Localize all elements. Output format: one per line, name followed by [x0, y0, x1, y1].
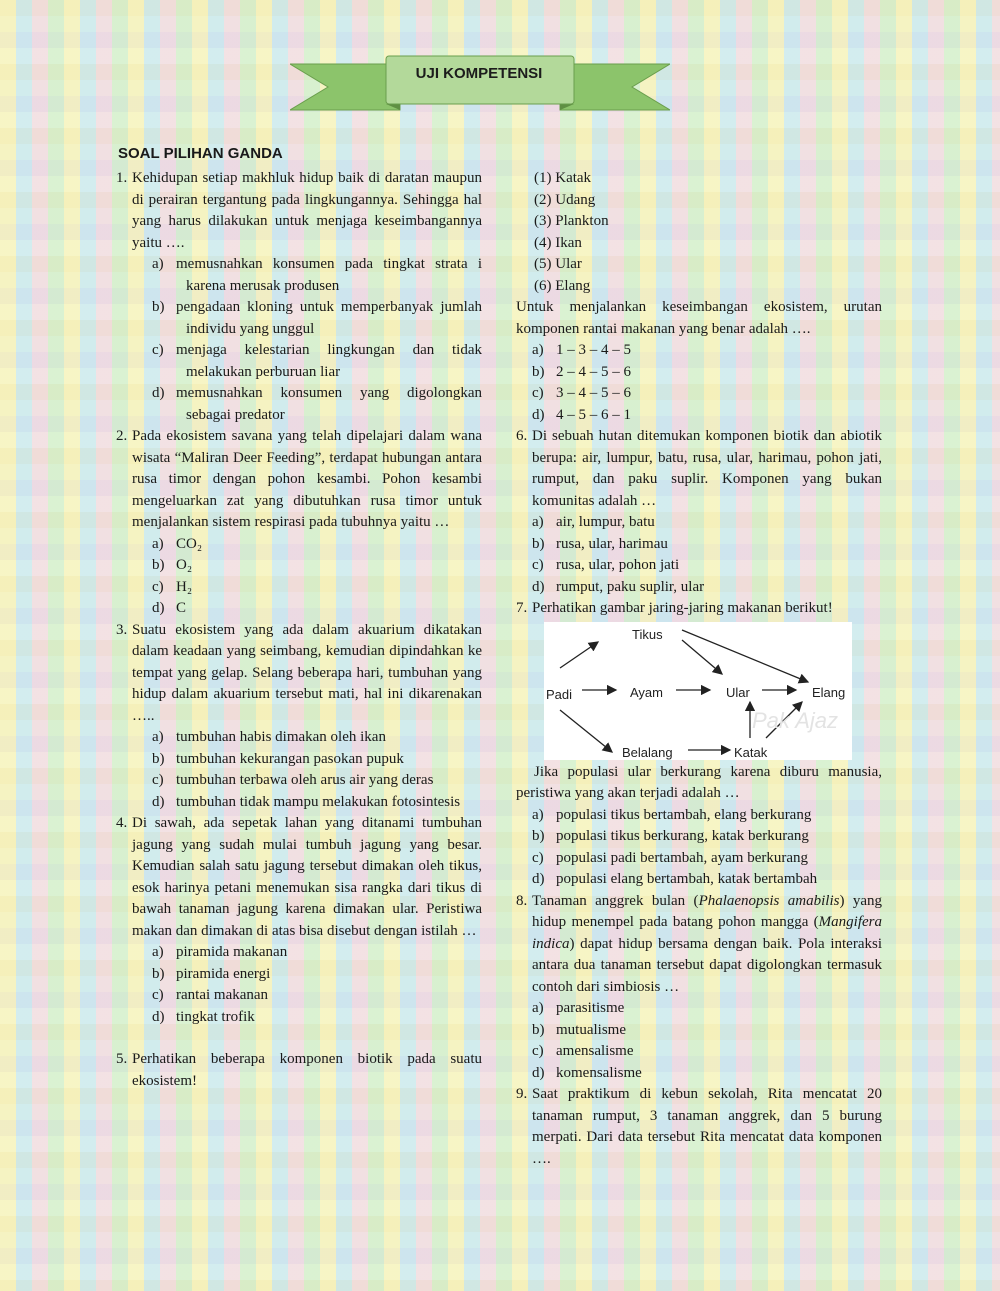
option-d[interactable]: d) populasi elang bertambah, katak bertambah: [532, 871, 818, 887]
option-d[interactable]: d) memusnahkan konsumen yang digolongkan sebagai predator: [152, 385, 482, 423]
arrow-padi-belalang: [560, 710, 612, 752]
options: [116, 727, 482, 813]
watermark: Pak Ajaz: [751, 707, 838, 733]
question-body: Kehidupan setiap makhluk hidup baik di daratan maupun di perairan tergantung pada lingkungannya. Sehingga hal yang harus dilakukan untuk menjaga keseimbangannya yaitu ….: [132, 170, 482, 251]
option-c[interactable]: c) H₂: [152, 578, 193, 595]
options: [116, 534, 482, 620]
option-a[interactable]: a) 1 – 3 – 4 – 5: [532, 342, 631, 358]
options: [116, 942, 482, 1028]
question-number: 2.: [116, 428, 128, 444]
question-text: [516, 426, 882, 512]
question-body: Perhatikan gambar jaring-jaring makanan berikut!: [532, 600, 833, 616]
option-c[interactable]: c) 3 – 4 – 5 – 6: [532, 385, 631, 401]
question-body: Di sawah, ada sepetak lahan yang ditanami tumbuhan jagung yang sudah mulai tumbuh jagung yang besar. Kemudian salah satu jagung tersebut dimakan oleh tikus, esok harinya petani menemukan sisa rangka dari tikus di bawah tanaman jagung karena dimakan ular. Peristiwa makan dan dimakan di atas bisa disebut dengan istilah …: [132, 815, 482, 939]
component-item: (2) Udang: [534, 191, 596, 208]
node-katak: Katak: [734, 744, 768, 760]
question-6: [516, 426, 882, 598]
option-d[interactable]: d) C: [152, 600, 187, 616]
question-5-followup: Untuk menjalankan keseimbangan ekosistem, urutan komponen rantai makanan yang benar adalah ….: [516, 299, 882, 337]
question-body: Saat praktikum di kebun sekolah, Rita mencatat 20 tanaman rumput, 3 tanaman anggrek, dan 5 burung merpati. Dari data tersebut Rita mencatat data komponen ….: [532, 1086, 882, 1167]
question-3: [116, 620, 482, 814]
question-body: Perhatikan beberapa komponen biotik pada suatu ekosistem!: [132, 1051, 482, 1089]
option-b[interactable]: b) mutualisme: [532, 1021, 626, 1038]
option-d[interactable]: d) rumput, paku suplir, ular: [532, 578, 705, 595]
species-name: Phalaenopsis amabilis: [698, 892, 840, 909]
option-a[interactable]: a) memusnahkan konsumen pada tingkat strata i karena merusak produsen: [152, 256, 482, 294]
question-number: 8.: [516, 892, 528, 909]
option-b[interactable]: b) populasi tikus berkurang, katak berkurang: [532, 828, 809, 844]
question-1: [116, 168, 482, 426]
question-body: Pada ekosistem savana yang telah dipelajari dalam wana wisata “Maliran Deer Feeding”, terdapat hubungan antara rusa timor dengan pohon kesambi. Pohon kesambi mengeluarkan zat yang dibutuhkan rusa timor untuk menjalankan sistem respirasi pada tubuhnya yaitu …: [132, 428, 482, 530]
option-b[interactable]: b) O₂: [152, 557, 193, 573]
option-c[interactable]: c) menjaga kelestarian lingkungan dan tidak melakukan perburuan liar: [152, 342, 482, 380]
option-a[interactable]: a) populasi tikus bertambah, elang berkurang: [532, 806, 812, 823]
node-tikus: Tikus: [632, 626, 663, 642]
question-number: 4.: [116, 815, 128, 831]
option-b[interactable]: b) rusa, ular, harimau: [532, 535, 668, 552]
question-8: [516, 891, 882, 1085]
question-number: 1.: [116, 170, 128, 186]
question-text: [116, 168, 482, 254]
left-column: [116, 168, 482, 1092]
node-elang: Elang: [812, 684, 846, 700]
option-b[interactable]: b) piramida energi: [152, 965, 271, 982]
option-c[interactable]: c) rusa, ular, pohon jati: [532, 557, 680, 573]
node-padi: Padi: [546, 686, 573, 702]
component-item: (1) Katak: [534, 170, 592, 186]
option-a[interactable]: a) air, lumpur, batu: [532, 514, 655, 530]
question-text: [116, 426, 482, 534]
component-item: (3) Plankton: [534, 213, 609, 229]
component-item: (5) Ular: [534, 256, 582, 272]
food-web-diagram: [544, 622, 852, 760]
food-web-arrows: [544, 622, 852, 760]
question-text: [116, 620, 482, 728]
right-column: [516, 168, 882, 1170]
question-number: 7.: [516, 600, 528, 616]
option-b[interactable]: b) pengadaan kloning untuk memperbanyak jumlah individu yang unggul: [152, 299, 482, 337]
options: [116, 254, 482, 426]
option-b[interactable]: b) tumbuhan kekurangan pasokan pupuk: [152, 750, 404, 767]
option-c[interactable]: c) tumbuhan terbawa oleh arus air yang deras: [152, 772, 434, 788]
section-title: SOAL PILIHAN GANDA: [118, 145, 283, 162]
component-list: [516, 168, 882, 297]
option-a[interactable]: a) piramida makanan: [152, 944, 288, 960]
options: [496, 340, 882, 426]
option-a[interactable]: a) CO₂: [152, 535, 203, 552]
option-d[interactable]: d) komensalisme: [532, 1064, 642, 1081]
option-d[interactable]: d) 4 – 5 – 6 – 1: [532, 406, 631, 423]
question-text: 8. Tanaman anggrek bulan (Phalaenopsis amabilis) yang hidup menempel pada batang pohon mangga (Mangifera indica) dapat hidup bersama dengan baik. Pola interaksi antara dua tanaman tersebut dapat digolongkan termasuk contoh dari simbiosis …: [516, 892, 882, 995]
arrow-tikus-ular: [682, 640, 722, 674]
option-c[interactable]: c) rantai makanan: [152, 987, 269, 1003]
question-9: [516, 1084, 882, 1170]
question-text: [116, 1049, 482, 1092]
species-name: Mangifera indica: [532, 914, 882, 952]
banner-title: UJI KOMPETENSI: [415, 65, 543, 82]
node-belalang: Belalang: [622, 744, 673, 760]
option-d[interactable]: d) tumbuhan tidak mampu melakukan fotosintesis: [152, 793, 461, 810]
option-c[interactable]: c) amensalisme: [532, 1043, 634, 1059]
arrow-padi-tikus: [560, 642, 598, 668]
node-ayam: Ayam: [630, 684, 663, 700]
component-item: (4) Ikan: [534, 234, 582, 251]
options: [496, 512, 882, 598]
question-7-followup: Jika populasi ular berkurang karena diburu manusia, peristiwa yang akan terjadi adalah …: [516, 763, 882, 801]
node-ular: Ular: [726, 684, 750, 700]
question-number: 5.: [116, 1051, 128, 1067]
question-text: [516, 598, 882, 620]
option-b[interactable]: b) 2 – 4 – 5 – 6: [532, 363, 631, 380]
question-text: [516, 1084, 882, 1170]
question-5: [116, 1049, 482, 1092]
option-a[interactable]: a) parasitisme: [532, 1000, 625, 1016]
question-4: [116, 813, 482, 1028]
title-banner: [290, 52, 670, 118]
question-number: 3.: [116, 621, 128, 638]
option-c[interactable]: c) populasi padi bertambah, ayam berkurang: [532, 849, 808, 866]
question-2: [116, 426, 482, 620]
question-7: [516, 598, 882, 891]
question-number: 6.: [516, 428, 528, 444]
option-d[interactable]: d) tingkat trofik: [152, 1008, 255, 1025]
question-body: Di sebuah hutan ditemukan komponen biotik dan abiotik berupa: air, lumpur, batu, rusa, ular, harimau, pohon jati, rumput, dan paku suplir. Komponen yang bukan komunitas adalah …: [532, 428, 882, 509]
question-text: [116, 813, 482, 942]
options: [496, 805, 882, 891]
question-number: 9.: [516, 1086, 528, 1102]
option-a[interactable]: a) tumbuhan habis dimakan oleh ikan: [152, 729, 386, 745]
component-item: (6) Elang: [534, 277, 591, 294]
options: [496, 998, 882, 1084]
spacer: [116, 1028, 482, 1049]
question-body: Suatu ekosistem yang ada dalam akuarium dikatakan dalam keadaan yang seimbang, kemudian dipindahkan ke tempat yang gelap. Selang beberapa hari, tumbuhan yang hidup dalam akuarium tersebut mati, hal ini dikarenakan …..: [132, 621, 482, 724]
